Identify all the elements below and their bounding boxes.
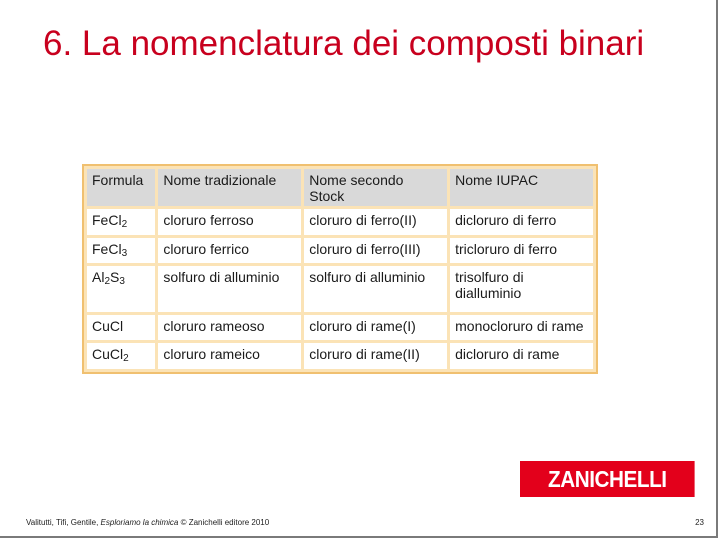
nome-tradizionale-cell: cloruro ferrico	[158, 238, 301, 264]
footer-book-title: Esploriamo la chimica	[100, 518, 179, 527]
nome-tradizionale-cell: cloruro rameoso	[158, 315, 301, 341]
table-row	[87, 315, 593, 341]
nome-tradizionale-cell: solfuro di alluminio	[158, 266, 301, 311]
header-nome-tradizionale: Nome tradizionale	[158, 169, 301, 206]
nome-stock-cell: cloruro di ferro(III)	[304, 238, 447, 264]
page-number: 23	[695, 518, 704, 527]
table-header-row	[87, 169, 593, 206]
nome-stock-cell: solfuro di alluminio	[304, 266, 447, 311]
footer-publisher: © Zanichelli editore 2010	[178, 518, 270, 527]
nome-iupac-cell: dicloruro di rame	[450, 343, 593, 369]
zanichelli-logo: ZANICHELLI	[520, 461, 695, 497]
header-formula: Formula	[87, 169, 155, 206]
table-row	[87, 238, 593, 264]
header-nome-stock: Nome secondo Stock	[304, 169, 447, 206]
formula-cell: $Al_2S_3$	[87, 266, 155, 311]
formula-cell: FeCl$_3$	[87, 238, 155, 264]
nome-stock-cell: cloruro di ferro(II)	[304, 209, 447, 235]
nomenclature-table	[84, 166, 596, 372]
nome-iupac-cell: trisolfuro di dialluminio	[450, 266, 593, 311]
nome-tradizionale-cell: cloruro ferroso	[158, 209, 301, 235]
slide-title: 6. La nomenclatura dei composti binari	[43, 24, 645, 63]
nome-tradizionale-cell: cloruro rameico	[158, 343, 301, 369]
nome-stock-cell: cloruro di rame(I)	[304, 315, 447, 341]
formula-cell: CuCl$_2$	[87, 343, 155, 369]
nome-stock-cell: cloruro di rame(II)	[304, 343, 447, 369]
formula-cell: CuCl	[87, 315, 155, 341]
table-row	[87, 209, 593, 235]
nome-iupac-cell: tricloruro di ferro	[450, 238, 593, 264]
table-row	[87, 266, 593, 311]
footer-authors: Valitutti, Tifi, Gentile,	[26, 518, 101, 527]
formula-cell: FeCl$_2$	[87, 209, 155, 235]
footer-credits	[26, 518, 269, 527]
header-nome-iupac: Nome IUPAC	[450, 169, 593, 206]
nome-iupac-cell: dicloruro di ferro	[450, 209, 593, 235]
nome-iupac-cell: monocloruro di rame	[450, 315, 593, 341]
table-row	[87, 343, 593, 369]
nomenclature-table-container	[82, 164, 598, 374]
